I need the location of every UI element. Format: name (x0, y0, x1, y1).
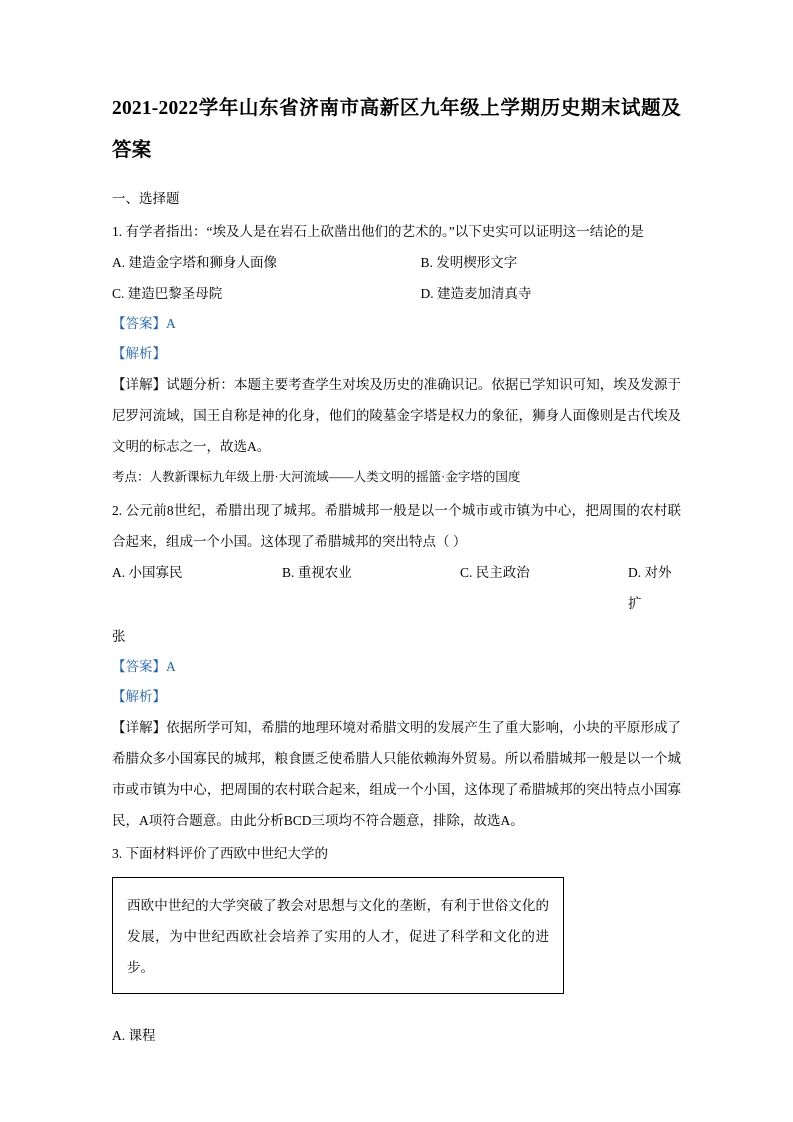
question-2-options-overflow: 张 (112, 629, 126, 644)
question-1-kaodian: 考点：人教新课标九年级上册·大河流域——人类文明的摇篮·金字塔的国度 (112, 470, 521, 484)
question-1-detail: 【详解】试题分析：本题主要考查学生对埃及历史的准确识记。依据已学知识可知，埃及发源于尼罗河流域，国王自称是神的化身，他们的陵墓金字塔是权力的象征，狮身人面像则是古代埃及文明的标志之一，故选A。 (112, 377, 681, 454)
option-c[interactable]: C. 建造巴黎圣母院 (112, 286, 223, 301)
question-3-option-a[interactable]: A. 课程 (112, 1028, 156, 1043)
question-2-options (112, 557, 681, 619)
question-2-answer: 【答案】A (112, 659, 176, 674)
question-1-answer: 【答案】A (112, 316, 176, 331)
question-3-material-box (112, 877, 564, 994)
question-3-stem: 3. 下面材料评价了西欧中世纪大学的 (112, 846, 328, 861)
option-a[interactable]: A. 小国寡民 (112, 565, 183, 580)
option-b[interactable]: B. 重视农业 (282, 565, 352, 580)
question-3-material-text: 西欧中世纪的大学突破了教会对思想与文化的垄断，有利于世俗文化的发展，为中世纪西欧社会培养了实用的人才，促进了科学和文化的进步。 (127, 898, 549, 975)
question-1-options-row-2 (112, 278, 681, 309)
option-a[interactable]: A. 建造金字塔和狮身人面像 (112, 255, 277, 270)
question-2-stem: 2. 公元前8世纪，希腊出现了城邦。希腊城邦一般是以一个城市或市镇为中心，把周围的农村联合起来，组成一个小国。这体现了希腊城邦的突出特点（ ） (112, 503, 681, 549)
page-title: 2021-2022学年山东省济南市高新区九年级上学期历史期末试题及答案 (112, 98, 681, 161)
question-2-analysis-label: 【解析】 (112, 689, 166, 704)
option-b[interactable]: B. 发明楔形文字 (420, 255, 518, 270)
section-label: 一、选择题 (112, 191, 180, 206)
option-d[interactable]: D. 建造麦加清真寺 (420, 286, 532, 301)
option-c[interactable]: C. 民主政治 (460, 565, 530, 580)
question-2-detail: 【详解】依据所学可知，希腊的地理环境对希腊文明的发展产生了重大影响，小块的平原形成了希腊众多小国寡民的城邦，粮食匮乏使希腊人只能依赖海外贸易。所以希腊城邦一般是以一个城市或市镇为中心，把周围的农村联合起来，组成一个小国，这体现了希腊城邦的突出特点小国寡民，A项符合题意。由此分析BCD三项均不符合题意，排除，故选A。 (112, 720, 681, 828)
question-1-options-row-1 (112, 247, 681, 278)
option-d[interactable]: D. 对外扩 (628, 565, 672, 611)
question-1-analysis-label: 【解析】 (112, 346, 166, 361)
question-1-stem: 1. 有学者指出：“埃及人是在岩石上砍凿出他们的艺术的。”以下史实可以证明这一结论的是 (112, 224, 644, 239)
